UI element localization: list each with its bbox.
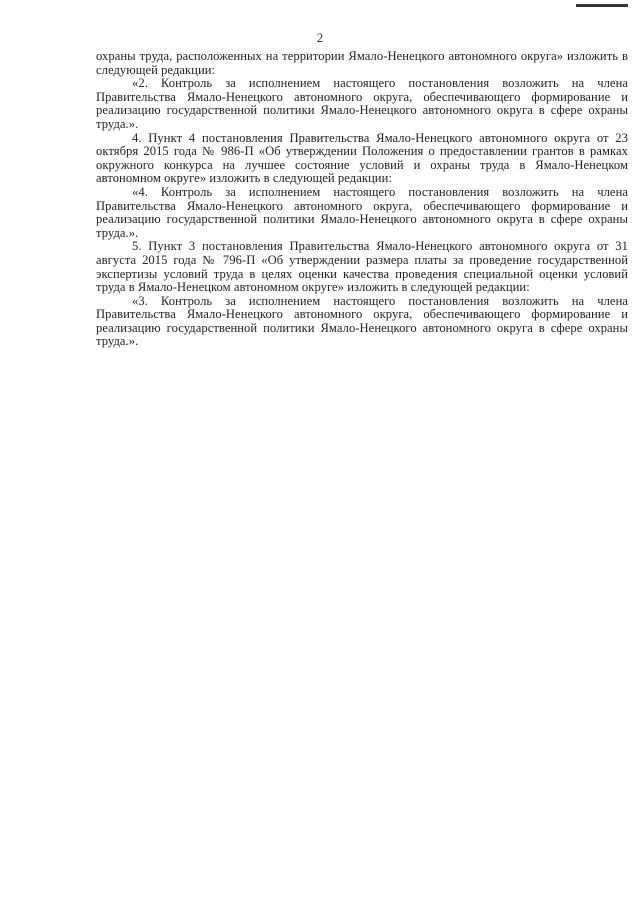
page-number: 2: [316, 30, 324, 45]
paragraph-continuation: охраны труда, расположенных на территории Ямало-Ненецкого автономного округа» изложить в следующей редакции:: [96, 49, 628, 77]
paragraph-item-5: 5. Пункт 3 постановления Правительства Ямало-Ненецкого автономного округа от 31 августа 2015 года № 796-П «Об утверждении размера платы за проведение государственной экспертизы условий труда в целях оценки качества проведения специальной оценки условий труда в Ямало-Ненецком автономном округе» изложить в следующей редакции:: [96, 239, 628, 295]
scan-edge-mark: [576, 4, 628, 7]
paragraph-quote-4: «4. Контроль за исполнением настоящего постановления возложить на члена Правительства Ямало-Ненецкого автономного округа, обеспечивающего формирование и реализацию государственной политики Ямало-Ненецкого автономного округа в сфере охраны труда.».: [96, 184, 628, 240]
paragraph-item-4: 4. Пункт 4 постановления Правительства Ямало-Ненецкого автономного округа от 23 октября 2015 года № 986-П «Об утверждении Положения о предоставлении грантов в рамках окружного конкурса на лучшее состояние условий и охраны труда в Ямало-Ненецком автономном округе» изложить в следующей редакции:: [96, 130, 628, 186]
paragraph-quote-2: «2. Контроль за исполнением настоящего постановления возложить на члена Правительства Ямало-Ненецкого автономного округа, обеспечивающего формирование и реализацию государственной политики Ямало-Ненецкого автономного округа в сфере охраны труда.».: [96, 76, 628, 131]
paragraph-quote-3: «3. Контроль за исполнением настоящего постановления возложить на члена Правительства Ямало-Ненецкого автономного округа, обеспечивающего формирование и реализацию государственной политики Ямало-Ненецкого автономного округа в сфере охраны труда.».: [96, 293, 628, 349]
document-body: [96, 50, 628, 349]
